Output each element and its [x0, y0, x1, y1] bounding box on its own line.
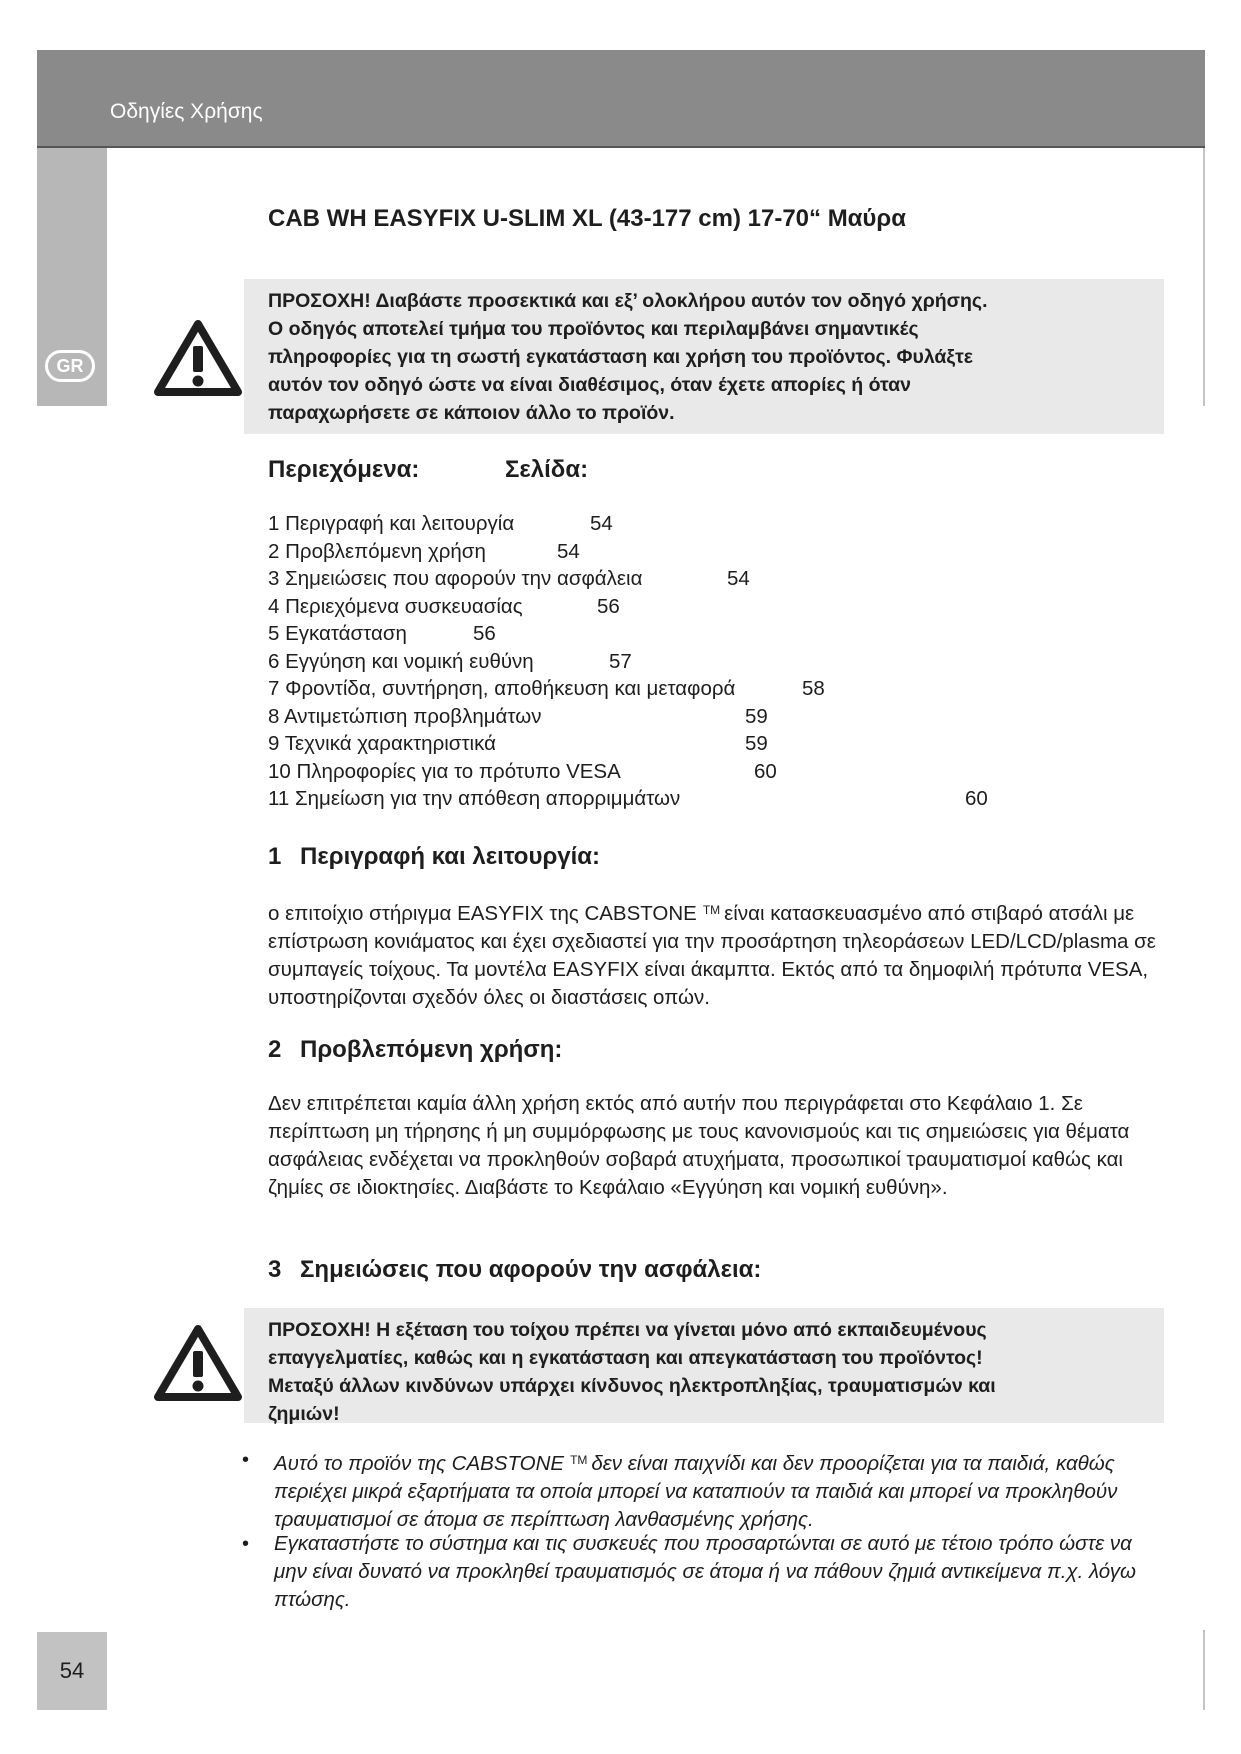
- warning-line: ΠΡΟΣΟΧΗ! Η εξέταση του τοίχου πρέπει να γίνεται μόνο από εκπαιδευμένους: [268, 1319, 987, 1341]
- section-2-heading: [268, 1036, 562, 1064]
- para-text: ο επιτοίχιο στήριγμα EASYFIX της CABSTONE: [268, 902, 697, 925]
- toc-heading-contents: Περιεχόμενα:: [268, 456, 420, 483]
- toc-item-9: 9 Τεχνικά χαρακτηριστικά: [268, 732, 496, 755]
- bullet-text: Αυτό το προϊόν της CABSTONE: [274, 1452, 565, 1475]
- section-title: Περιγραφή και λειτουργία:: [300, 843, 601, 870]
- section-1-paragraph: [268, 896, 1168, 1012]
- toc-page-8: 59: [745, 705, 768, 728]
- warning-line: παραχωρήσετε σε κάποιον άλλο το προϊόν.: [268, 402, 675, 424]
- toc-page-10: 60: [754, 760, 777, 783]
- warning-line: ζημιών!: [268, 1403, 340, 1425]
- product-title: CAB WH EASYFIX U-SLIM XL (43-177 cm) 17-70“ Μαύρα: [268, 205, 907, 232]
- header-title: Οδηγίες Χρήσης: [110, 100, 263, 123]
- right-margin-rule-bottom: [1203, 1630, 1205, 1710]
- right-margin-rule-top: [1203, 148, 1205, 406]
- toc-item-8: 8 Αντιμετώπιση προβλημάτων: [268, 705, 542, 728]
- warning-line: επαγγελματίες, καθώς και η εγκατάσταση και απεγκατάσταση του προϊόντος!: [268, 1347, 983, 1369]
- page-number: 54: [37, 1632, 107, 1710]
- warning-line: Ο οδηγός αποτελεί τμήμα του προϊόντος και περιλαμβάνει σημαντικές: [268, 318, 919, 340]
- trademark-symbol: TM: [702, 903, 721, 917]
- warning-triangle-icon: [152, 1323, 244, 1403]
- bullet-item-2: Εγκαταστήστε το σύστημα και τις συσκευές που προσαρτώνται σε αυτό με τέτοιο τρόπο ώστε να μην είναι δυνατό να προκληθεί τραυματισμός σε άτομα ή να πάθουν ζημιά αντικείμενα π.χ. λόγω πτώσης.: [274, 1532, 1137, 1611]
- language-tab: [37, 148, 107, 406]
- warning-line: αυτόν τον οδηγό ώστε να είναι διαθέσιμος, όταν έχετε απορίες ή όταν: [268, 374, 911, 396]
- toc-page-4: 56: [597, 595, 620, 618]
- toc-item-10: 10 Πληροφορίες για το πρότυπο VESA: [268, 760, 621, 783]
- bullet-item-1: [274, 1446, 1164, 1534]
- toc-item-4: 4 Περιεχόμενα συσκευασίας: [268, 595, 523, 618]
- toc-page-7: 58: [802, 677, 825, 700]
- warning-box-installation: [244, 1308, 1164, 1423]
- section-2-paragraph: Δεν επιτρέπεται καμία άλλη χρήση εκτός από αυτήν που περιγράφεται στο Κεφάλαιο 1. Σε περίπτωση μη τήρησης ή μη συμμόρφωσης με τους κανονισμούς και τις σημειώσεις για θέματα ασφάλειας ενδέχεται να προκληθούν σοβαρά ατυχήματα, προσωπικοί τραυματισμοί καθώς και ζημίες σε ιδιοκτησίες. Διαβάστε το Κεφάλαιο «Εγγύηση και νομική ευθύνη».: [268, 1092, 1130, 1199]
- toc-page-3: 54: [727, 567, 750, 590]
- toc-page-9: 59: [745, 732, 768, 755]
- header-bar: [37, 50, 1205, 148]
- warning-box-read-manual: [244, 279, 1164, 434]
- section-number: 3: [268, 1256, 282, 1283]
- toc-item-3: 3 Σημειώσεις που αφορούν την ασφάλεια: [268, 567, 643, 590]
- toc-page-6: 57: [609, 650, 632, 673]
- section-3-heading: [268, 1256, 761, 1284]
- toc-page-11: 60: [965, 787, 988, 810]
- warning-line: Μεταξύ άλλων κινδύνων υπάρχει κίνδυνος ηλεκτροπληξίας, τραυματισμών και: [268, 1375, 996, 1397]
- warning-line: ΠΡΟΣΟΧΗ! Διαβάστε προσεκτικά και εξ’ ολοκλήρου αυτόν τον οδηγό χρήσης.: [268, 290, 988, 312]
- bullet-marker: •: [242, 1449, 250, 1471]
- toc-item-11: 11 Σημείωση για την απόθεση απορριμμάτων: [268, 787, 681, 810]
- toc-page-2: 54: [557, 540, 580, 563]
- toc-item-6: 6 Εγγύηση και νομική ευθύνη: [268, 650, 534, 673]
- section-title: Προβλεπόμενη χρήση:: [300, 1036, 563, 1063]
- country-badge: GR: [45, 350, 95, 382]
- toc-page-1: 54: [590, 512, 613, 535]
- section-title: Σημειώσεις που αφορούν την ασφάλεια:: [300, 1256, 762, 1283]
- warning-triangle-icon: [152, 318, 244, 398]
- toc-item-2: 2 Προβλεπόμενη χρήση: [268, 540, 486, 563]
- section-1-heading: [268, 843, 600, 871]
- toc-item-7: 7 Φροντίδα, συντήρηση, αποθήκευση και μεταφορά: [268, 677, 736, 700]
- toc-item-1: 1 Περιγραφή και λειτουργία: [268, 512, 515, 535]
- section-number: 2: [268, 1036, 282, 1063]
- trademark-symbol: TM: [570, 1453, 588, 1467]
- section-number: 1: [268, 843, 282, 870]
- warning-line: πληροφορίες για τη σωστή εγκατάσταση και χρήση του προϊόντος. Φυλάξτε: [268, 346, 974, 368]
- para-text: είναι κατασκευασμένο από στιβαρό ατσάλι με επίστρωση κονιάματος και έχει σχεδιαστεί για την προσάρτηση τηλεοράσεων LED/LCD/plasma σε συμπαγείς τοίχους. Τα μοντέλα EASYFIX είναι άκαμπτα. Εκτός από τα δημοφιλή πρότυπα VESA, υποστηρίζονται σχεδόν όλες οι διαστάσεις οπών.: [268, 902, 1156, 1009]
- toc-heading-page: Σελίδα:: [505, 456, 589, 483]
- bullet-text: δεν είναι παιχνίδι και δεν προορίζεται για τα παιδιά, καθώς περιέχει μικρά εξαρτήματα τα οποία μπορεί να καταπιούν τα παιδιά και μπορεί να προκληθούν τραυματισμοί σε άτομα σε περίπτωση λανθασμένης χρήσης.: [274, 1452, 1118, 1531]
- bullet-marker: •: [242, 1533, 250, 1555]
- toc-item-5: 5 Εγκατάσταση: [268, 622, 407, 645]
- toc-page-5: 56: [473, 622, 496, 645]
